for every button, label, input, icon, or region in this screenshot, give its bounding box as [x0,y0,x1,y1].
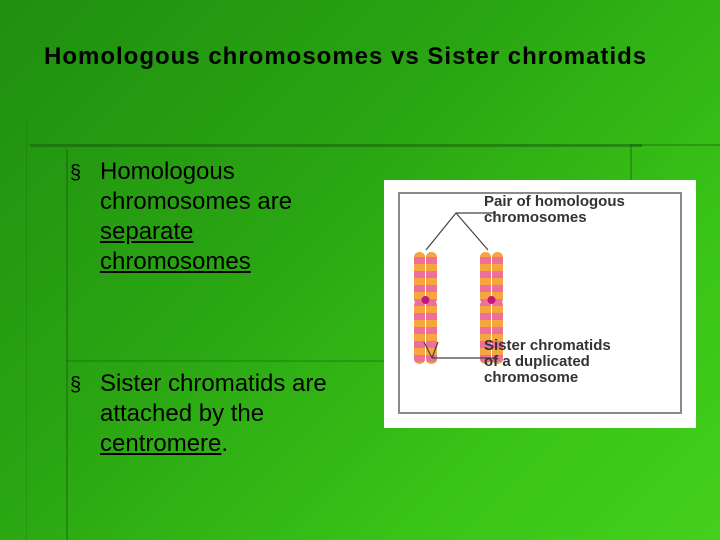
chromosome-figure [384,180,696,428]
decorative-line [66,150,68,540]
chromatid [426,252,437,304]
decorative-line [26,120,27,540]
figure-label-homologous [484,194,664,226]
label-line: Sister chromatids [484,337,611,354]
chromatid [426,300,437,364]
underlined-term: separate [100,218,194,245]
slide-title: Homologous chromosomes vs Sister chromatids [44,43,648,70]
decorative-line [30,144,642,147]
chromatid [414,300,425,364]
bullet-text [100,369,380,459]
label-line: Pair of homologous [484,193,625,210]
centromere [488,296,496,304]
bullet-text [100,157,380,277]
chromatid [492,252,503,304]
decorative-line [66,360,386,362]
bullet-marker: § [70,374,82,396]
bullet-line: Sister chromatids are [100,370,327,397]
bullet-line [100,429,380,459]
underlined-term: centromere [100,430,222,457]
bullet-line: Homologous [100,158,235,185]
label-line: chromosome [484,369,579,386]
underlined-term: chromosomes [100,248,251,275]
figure-label-sister [484,338,664,386]
bullet-item-sister-chromatids [70,369,380,459]
label-line: of a duplicated [484,353,590,370]
bullet-marker: § [70,162,82,184]
chromatid [480,252,491,304]
chromosome-left [414,252,437,364]
bullet-line: chromosomes are [100,188,293,215]
label-line: chromosomes [484,209,587,226]
bullet-line: attached by the [100,400,265,427]
bullet-item-homologous [70,157,380,277]
centromere [422,296,430,304]
chromatid [414,252,425,304]
punctuation: . [221,430,229,457]
